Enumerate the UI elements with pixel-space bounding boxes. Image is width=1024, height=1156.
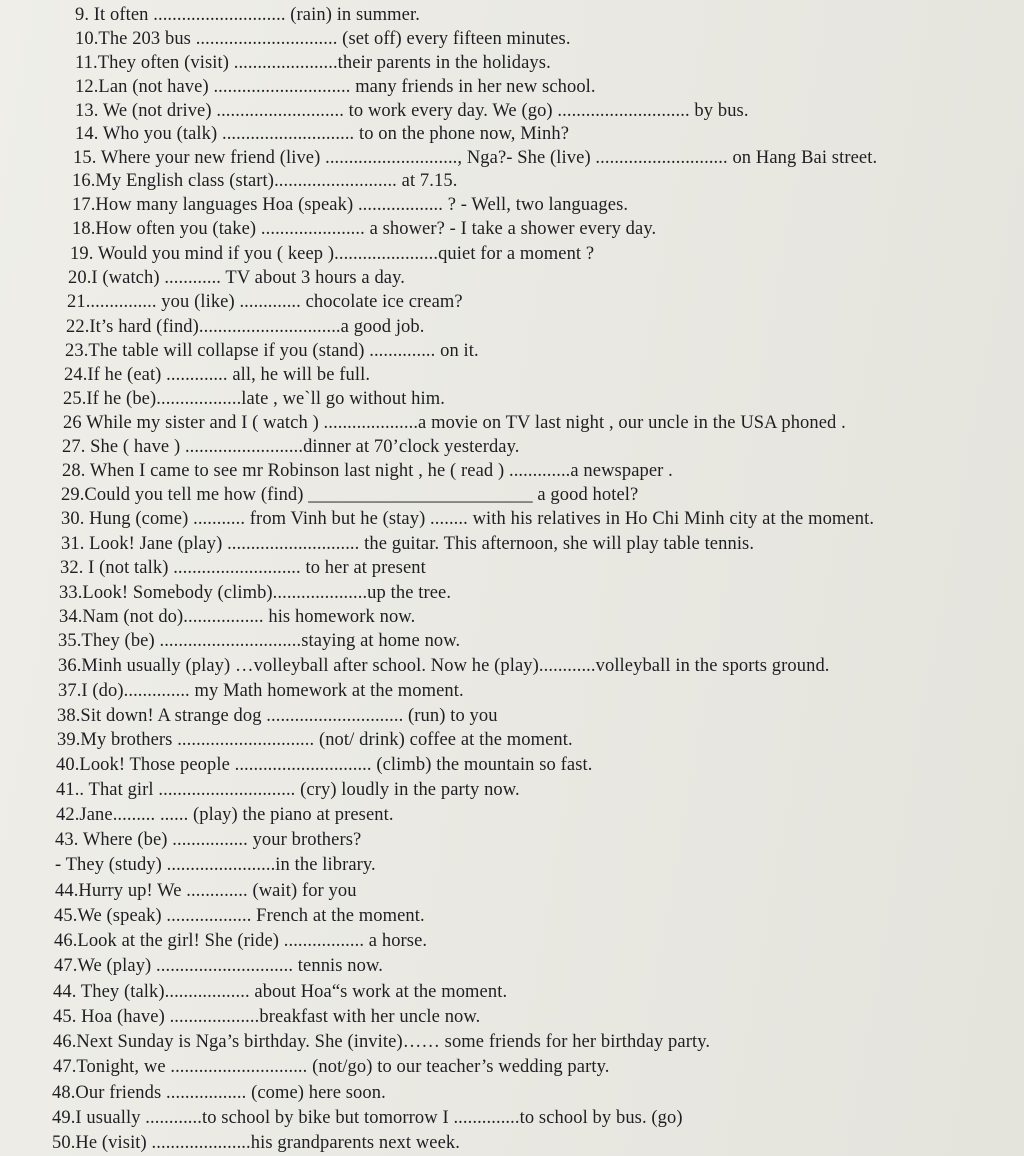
exercise-line: 22.It’s hard (find)..............................a good job. [66,317,425,337]
exercise-line: 47.Tonight, we ............................. (not/go) to our teacher’s wedding party. [53,1057,610,1077]
exercise-line: 44. They (talk).................. about Hoa“s work at the moment. [53,982,508,1002]
exercise-line: 30. Hung (come) ........... from Vinh but he (stay) ........ with his relatives in Ho Chi Minh city at the moment. [61,509,875,529]
exercise-line: 26 While my sister and I ( watch ) ....................a movie on TV last night , our uncle in the USA phoned . [63,413,846,433]
exercise-line: 25.If he (be)..................late , we`ll go without him. [63,389,445,409]
exercise-line: 17.How many languages Hoa (speak) .................. ? - Well, two languages. [72,195,629,215]
exercise-line: 16.My English class (start).......................... at 7.15. [72,171,458,191]
exercise-line: 31. Look! Jane (play) ............................ the guitar. This afternoon, she will play table tennis. [61,534,755,554]
exercise-line: 14. Who you (talk) ............................ to on the phone now, Minh? [75,124,569,144]
exercise-line: 18.How often you (take) ...................... a shower? - I take a shower every day. [72,219,657,239]
exercise-line: 10.The 203 bus .............................. (set off) every fifteen minutes. [75,29,571,49]
exercise-line: 11.They often (visit) ......................their parents in the holidays. [75,53,551,73]
exercise-line: 45.We (speak) .................. French at the moment. [54,906,425,926]
exercise-line: 27. She ( have ) .........................dinner at 70’clock yesterday. [62,437,520,457]
exercise-line: 23.The table will collapse if you (stand) .............. on it. [65,341,479,361]
exercise-line: 39.My brothers ............................. (not/ drink) coffee at the moment. [57,730,573,750]
exercise-line: 15. Where your new friend (live) ............................, Nga?- She (live) ............................ on Hang Bai street. [73,148,878,168]
exercise-line: 12.Lan (not have) ............................. many friends in her new school. [75,77,596,97]
exercise-line: 48.Our friends ................. (come) here soon. [52,1083,386,1103]
exercise-line: - They (study) .......................in the library. [55,855,376,875]
exercise-line: 20.I (watch) ............ TV about 3 hours a day. [68,268,405,288]
exercise-line: 13. We (not drive) ........................... to work every day. We (go) ............................ by bus. [75,101,749,121]
exercise-line: 35.They (be) ..............................staying at home now. [58,631,461,651]
exercise-line: 46.Next Sunday is Nga’s birthday. She (invite)…… some friends for her birthday party. [53,1032,711,1052]
exercise-line: 19. Would you mind if you ( keep )......................quiet for a moment ? [70,244,595,264]
exercise-line: 46.Look at the girl! She (ride) ................. a horse. [54,931,428,951]
exercise-line: 40.Look! Those people ............................. (climb) the mountain so fast. [56,755,593,775]
exercise-line: 28. When I came to see mr Robinson last night , he ( read ) .............a newspaper . [62,461,673,481]
exercise-line: 45. Hoa (have) ...................breakfast with her uncle now. [53,1007,481,1027]
exercise-line: 43. Where (be) ................ your brothers? [55,830,362,850]
exercise-line: 24.If he (eat) ............. all, he will be full. [64,365,371,385]
exercise-line: 44.Hurry up! We ............. (wait) for you [55,881,357,901]
exercise-line: 38.Sit down! A strange dog ............................. (run) to you [57,706,498,726]
exercise-line: 29.Could you tell me how (find) ________________________ a good hotel? [61,485,639,505]
exercise-line: 32. I (not talk) ........................... to her at present [60,558,426,578]
exercise-line: 41.. That girl ............................. (cry) loudly in the party now. [56,780,520,800]
exercise-line: 47.We (play) ............................. tennis now. [54,956,383,976]
exercise-line: 34.Nam (not do)................. his homework now. [59,607,416,627]
exercise-line: 50.He (visit) .....................his grandparents next week. [52,1133,460,1153]
exercise-line: 49.I usually ............to school by bike but tomorrow I ..............to school by bus. (go) [52,1108,683,1128]
exercise-line: 42.Jane......... ...... (play) the piano at present. [56,805,394,825]
exercise-line: 37.I (do).............. my Math homework at the moment. [58,681,464,701]
exercise-line: 21............... you (like) ............. chocolate ice cream? [67,292,463,312]
exercise-line: 9. It often ............................ (rain) in summer. [75,5,420,25]
exercise-line: 33.Look! Somebody (climb)....................up the tree. [59,583,452,603]
exercise-line: 36.Minh usually (play) …volleyball after school. Now he (play)............volleyball in the sports ground. [58,656,830,676]
